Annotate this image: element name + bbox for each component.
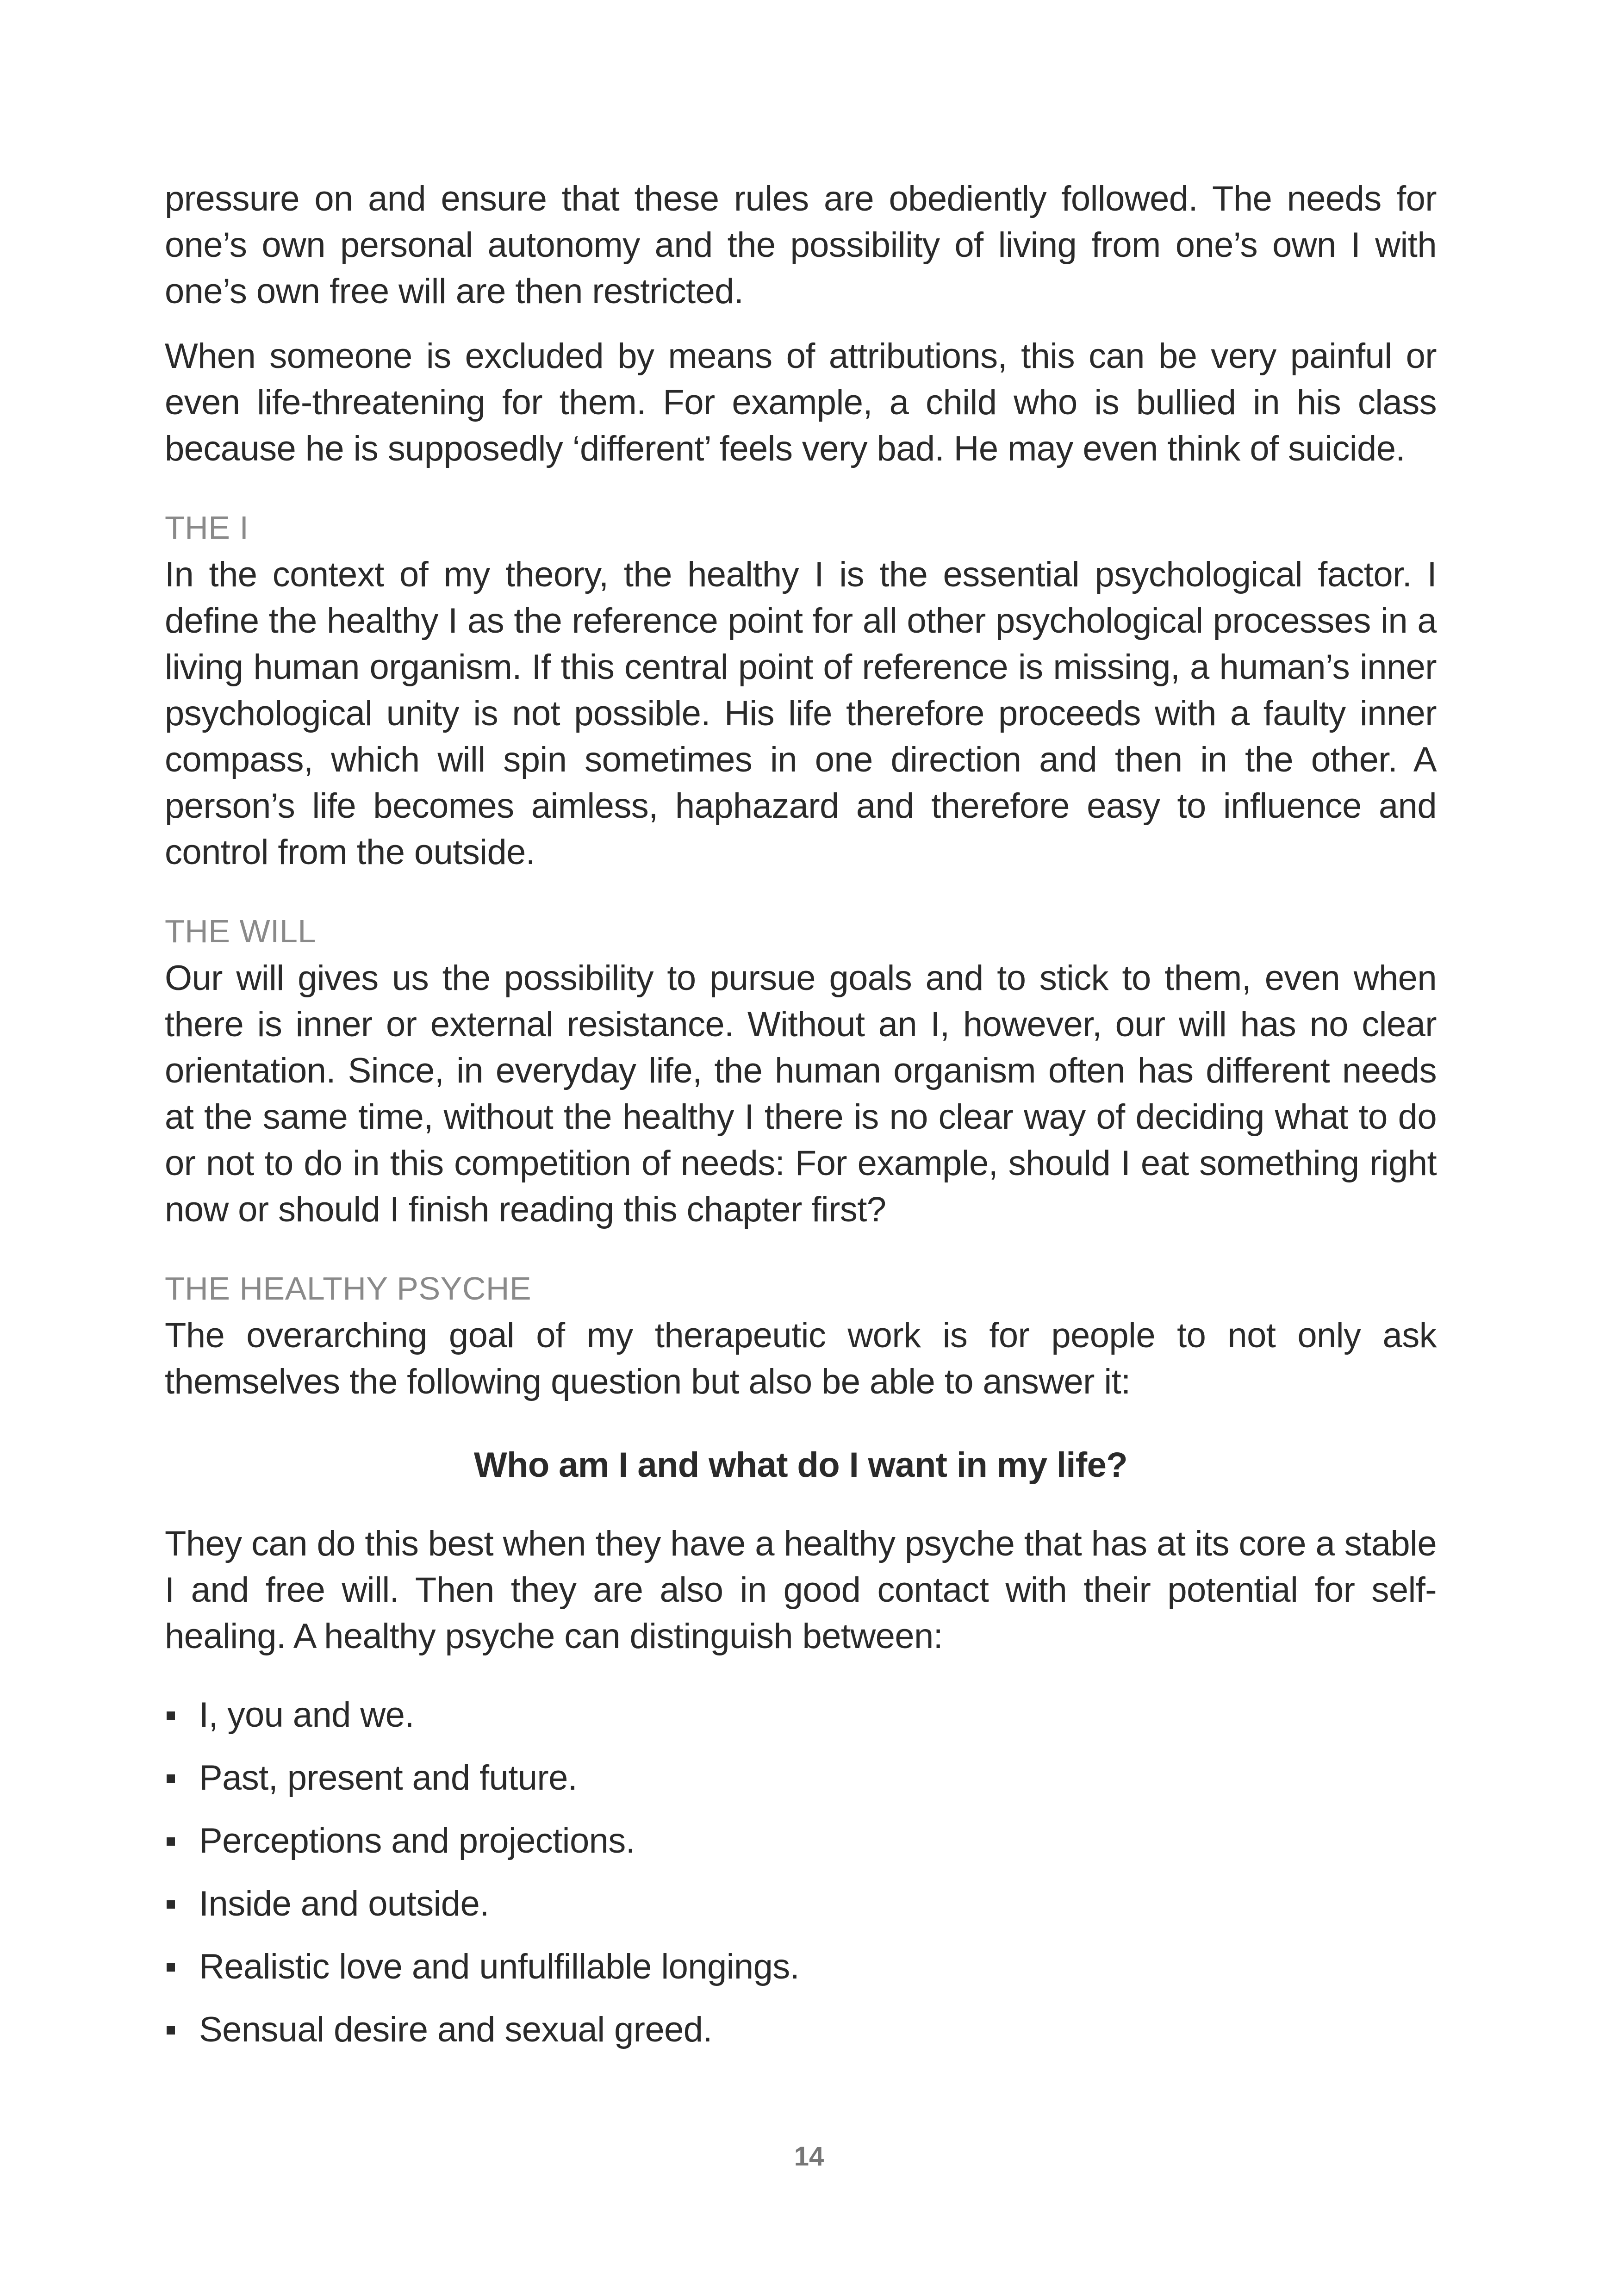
- paragraph-healthy-psyche-intro: The overarching goal of my therapeutic work is for people to not only ask themselves the following question but also be able to answer it:: [165, 1316, 1437, 1401]
- square-bullet-icon: [167, 1774, 175, 1783]
- list-item: [165, 1881, 1437, 1927]
- paragraph-the-will: Our will gives us the possibility to pursue goals and to stick to them, even when there is inner or external resistance. Without an I, however, our will has no clear orientation. Since, in everyday life, the human organism often has different needs at the same time, without the healthy I there is no clear way of deciding what to do or not to do in this competition of needs: For example, should I eat something right now or should I finish reading this chapter first?: [165, 958, 1437, 1229]
- square-bullet-icon: [167, 1837, 175, 1846]
- paragraph-healthy-psyche: They can do this best when they have a healthy psyche that has at its core a stable I and free will. Then they are also in good contact with their potential for self-healing. A healthy psyche can distinguish between:: [165, 1524, 1437, 1656]
- list-item: [165, 1692, 1437, 1738]
- paragraph-exclusion: When someone is excluded by means of attributions, this can be very painful or even life-threatening for them. For example, a child who is bullied in his class because he is supposedly ‘different’ feels very bad. He may even think of suicide.: [165, 336, 1437, 468]
- page-number: 14: [794, 2141, 824, 2172]
- page-content: [165, 176, 1437, 2070]
- square-bullet-icon: [167, 2026, 175, 2035]
- list-item: [165, 1944, 1437, 1990]
- square-bullet-icon: [167, 1963, 175, 1972]
- heading-the-i: THE I: [165, 510, 249, 546]
- paragraph-rules: pressure on and ensure that these rules are obediently followed. The needs for one’s own personal autonomy and the possibility of living from one’s own I with one’s own free will are then restricted.: [165, 179, 1437, 311]
- list-item: [165, 1755, 1437, 1801]
- list-item-text: Perceptions and projections.: [199, 1821, 635, 1860]
- square-bullet-icon: [167, 1900, 175, 1909]
- list-item-text: Inside and outside.: [199, 1884, 489, 1923]
- list-item-text: Sensual desire and sexual greed.: [199, 2010, 712, 2049]
- square-bullet-icon: [167, 1711, 175, 1720]
- list-item-text: Past, present and future.: [199, 1758, 578, 1798]
- paragraph-the-i: In the context of my theory, the healthy I is the essential psychological factor. I define the healthy I as the reference point for all other psychological processes in a living human organism. If this central point of reference is missing, a human’s inner psychological unity is not possible. His life therefore proceeds with a faulty inner compass, which will spin sometimes in one direction and then in the other. A person’s life becomes aimless, haphazard and therefore easy to influence and control from the outside.: [165, 555, 1437, 872]
- central-question: Who am I and what do I want in my life?: [473, 1445, 1128, 1485]
- distinction-list: [165, 1692, 1437, 2053]
- heading-the-will: THE WILL: [165, 913, 316, 949]
- list-item: [165, 2007, 1437, 2053]
- heading-healthy-psyche: THE HEALTHY PSYCHE: [165, 1270, 532, 1307]
- list-item-text: I, you and we.: [199, 1695, 414, 1735]
- list-item-text: Realistic love and unfulfillable longings.: [199, 1947, 800, 1986]
- list-item: [165, 1818, 1437, 1864]
